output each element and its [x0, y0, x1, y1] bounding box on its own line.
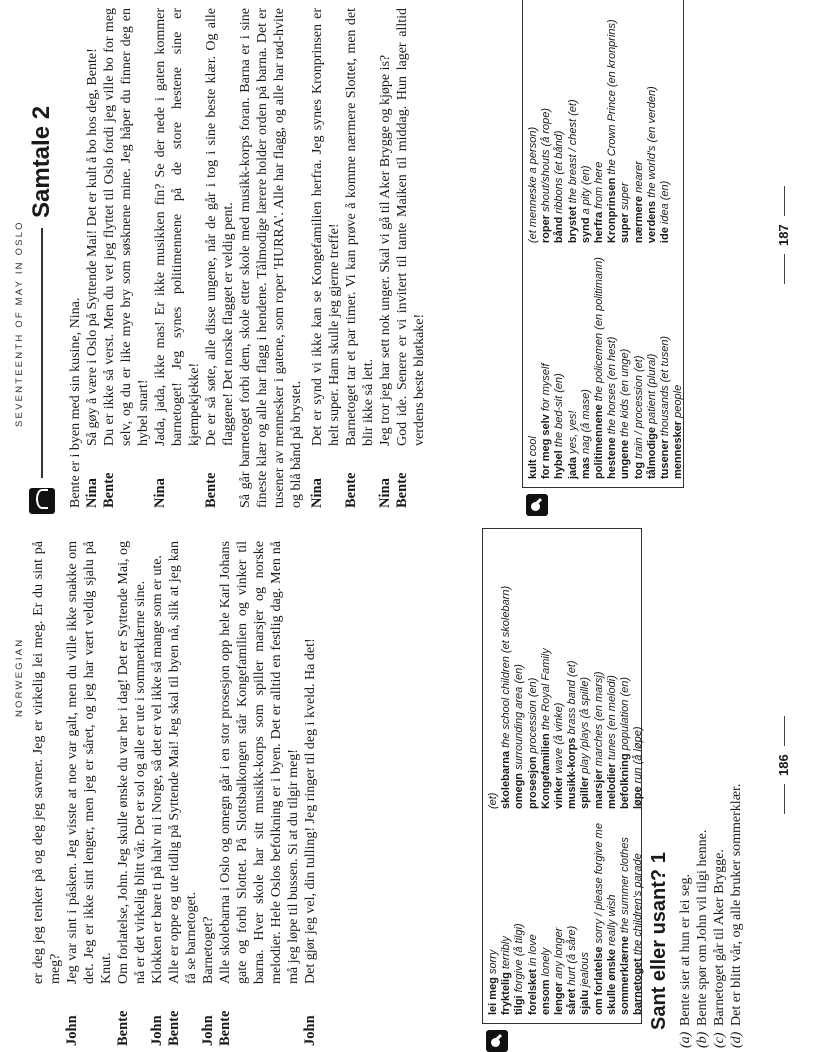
vocabulary-entry: [659, 257, 672, 479]
vocabulary-gloss: the kids (en unge): [619, 348, 632, 437]
vocabulary-column: [527, 257, 685, 479]
vocabulary-gloss: the world's (en verden): [645, 86, 658, 198]
vocabulary-entry: [553, 19, 566, 243]
vocabulary-entry: [553, 257, 566, 479]
vocabulary-gloss: procession (en): [526, 677, 539, 754]
page-187: [0, 0, 822, 522]
dialogue-turn: [217, 541, 302, 1046]
vocabulary-word: fryktelig: [500, 972, 513, 1015]
vocabulary-word: herfra: [593, 211, 606, 244]
vocabulary-entry: [619, 19, 632, 243]
vocabulary-word: politimennene: [593, 404, 606, 479]
exercise-item: [711, 548, 728, 1048]
dialogue-text: Jeg var sint i påsken. Jeg visste at noe var galt, men du ville ikke snakke om det. Jeg er ikke sint lenger, men jeg er såret, og jeg har vært veldig sjalu på Knut.: [65, 541, 114, 984]
vocabulary-entry: [487, 586, 500, 809]
page-number: 187: [776, 178, 791, 292]
vocabulary-word: barnetoget: [632, 958, 645, 1015]
vocabulary-word: tog: [632, 461, 645, 479]
vocabulary-entry: [567, 257, 580, 479]
vocabulary-gloss: terribly: [500, 936, 513, 970]
dialogue-text: Det gjør jeg vel, din tulling! Jeg ringer til deg i kveld. Ha det!: [303, 638, 318, 984]
dialogue-text: De er så søte, alle disse ungene, når de går i tog i sine beste klær. Og alle flaggene! Det norske flagget er veldig pent.: [204, 8, 236, 446]
audio-icon: [29, 488, 55, 514]
vocabulary-word: tilgi: [513, 995, 526, 1015]
vocabulary-gloss: sorry / please forgive me: [592, 823, 605, 944]
vocabulary-column: [527, 19, 679, 243]
vocabulary-gloss: hurt (å såre): [566, 925, 579, 986]
dialogue-turn: [200, 541, 217, 1046]
speaker-name: John: [64, 1015, 80, 1046]
vocabulary-word: skulle ønske: [605, 948, 618, 1015]
dialogue-turn: [166, 541, 200, 1046]
vocabulary-word: tusener: [659, 439, 672, 479]
vocabulary-gloss: ribbons (et bånd): [553, 130, 566, 214]
speaker-name: Nina: [377, 478, 393, 508]
running-head: NORWEGIAN: [14, 637, 25, 717]
vocabulary-entry: [606, 823, 619, 1015]
speaker-name: Bente: [101, 472, 117, 508]
exercise: [648, 548, 745, 1048]
vocabulary-entry: [619, 257, 632, 479]
dialogue-turn: [84, 8, 101, 508]
vocabulary-gloss: the Crown Prince (en kronprins): [606, 19, 619, 175]
vocabulary-word: nærmere: [632, 195, 645, 244]
vocabulary-gloss: the Royal Family: [539, 648, 552, 731]
vocabulary-word: spiller: [579, 776, 592, 810]
item-label: (b): [695, 1031, 710, 1048]
vocabulary-gloss: marches (en marsj): [592, 671, 605, 767]
running-head: SEVENTEENTH OF MAY IN OSLO: [14, 220, 25, 427]
narration: Så går barnetoget forbi dem, skole etter skole med musikk-korps foran. Barna er i sine fineste klær og alle har flagg i hendene. Tålmodige lærere holder orden på barna. Det er tusener av mennesker i gatene, som roper 'HURRA'. Alle har flagg, og alle har rød-hvite og blå bånd på brystet.: [238, 8, 304, 508]
section-header: [28, 106, 56, 514]
dialogue-text: Jeg tror jeg har sett nok unger. Skal vi gå til Aker Brygge og kjøpe is?: [378, 54, 393, 446]
vocabulary-gloss: tunes (en melodi): [605, 675, 618, 761]
dialogue-text: Barnetoget tar et par timer. Vi kan prøve å komme nærmere Slottet, men det blir ikke så lett.: [344, 8, 376, 446]
vocabulary-gloss: (et menneske a person): [527, 126, 539, 244]
vocabulary-gloss: super: [619, 182, 632, 211]
vocabulary-gloss: any longer: [553, 927, 566, 979]
item-text: Det er blitt vår, og alle bruker sommerklær.: [729, 783, 744, 1026]
dialogue-text: Klokken er bare ti på halv ni i Norge, så det er vel ikke så mange som er ute.: [150, 555, 165, 984]
speaker-name: Bente: [115, 1010, 131, 1046]
vocabulary-word: lenger: [553, 981, 566, 1015]
dialogue-turn: [149, 541, 166, 1046]
vocabulary-word: Kronprinsen: [606, 177, 619, 244]
vocabulary-gloss: thousands (et tusen): [659, 335, 672, 437]
dialogue-text: Alle er oppe og ute tidlig på Syttende Mai! Jeg skal til byen nå, slik at jeg kan få se barnetoget.: [167, 541, 199, 984]
vocabulary-gloss: yes, yes!: [566, 410, 579, 454]
speaker-name: Nina: [84, 478, 100, 508]
dialogue-text: God ide. Senere er vi invitert til tante Maiken til middag. Hun lager alltid verdens beste bløtkake!: [395, 8, 427, 446]
vocabulary-entry: [513, 823, 526, 1015]
vocabulary-word: for meg selv: [540, 414, 553, 479]
vocabulary-entry: [487, 823, 500, 1015]
exercise-item: [728, 548, 745, 1048]
vocabulary-word: forelsket: [526, 969, 539, 1015]
vocabulary-entry: [540, 257, 553, 479]
vocabulary-gloss: from here: [593, 161, 606, 209]
vocabulary-entry: [527, 19, 540, 243]
vocabulary-gloss: the horses (en hest): [606, 336, 619, 435]
vocabulary-entry: [606, 257, 619, 479]
dialogue-text: Så gøy å være i Oslo på Syttende Mai! Det er kult å bo hos deg, Bente!: [85, 48, 100, 446]
dialogue-turn: [64, 541, 115, 1046]
vocabulary-word: sommerklærne: [619, 936, 632, 1015]
vocabulary-column: [487, 585, 645, 810]
vocabulary-word: befolkning: [619, 753, 632, 810]
vocabulary-gloss: people: [672, 384, 685, 418]
vocabulary-entry: [580, 257, 593, 479]
item-label: (c): [712, 1032, 727, 1048]
vocabulary-word: lei meg: [487, 977, 499, 1015]
vocabulary-word: verdens: [645, 200, 658, 244]
page-number: 186: [776, 708, 791, 822]
vocabulary-entry: [553, 586, 566, 809]
vocabulary-entry: [659, 19, 672, 243]
vocabulary-word: ungene: [619, 439, 632, 479]
vocabulary-entry: [672, 257, 685, 479]
vocabulary-word: tålmodige: [645, 427, 658, 479]
speaker-name: Bente: [166, 1010, 182, 1046]
vocabulary-entry: [646, 19, 659, 243]
vocabulary-word: melodier: [605, 763, 618, 810]
vocabulary-entry: [566, 586, 579, 809]
dialogue-turn: [309, 8, 343, 508]
exercise-list: [677, 548, 745, 1048]
dialogue-text: Du er ikke så verst. Men du vet jeg flyttet til Oslo fordi jeg ville bo for meg selv, og du er like mye bry som søsknene mine. Jeg håper du finner deg en hybel snart!: [102, 8, 151, 446]
dialogue-text: Det er synd vi ikke kan se Kongefamilien herfra. Jeg synes Kronprinsen er helt super. Ham skulle jeg gjerne treffe!: [310, 8, 342, 446]
vocabulary-gloss: population (en): [619, 676, 632, 751]
vocabulary-gloss: the bed-sit (en): [553, 373, 566, 448]
vocabulary-box: [482, 528, 645, 1024]
speaker-name: Nina: [152, 478, 168, 508]
vocabulary-entry: [593, 19, 606, 243]
dialogue-turn: [394, 8, 428, 508]
dialogue-turn: [203, 8, 237, 508]
page-186: [0, 532, 822, 1052]
vocabulary-gloss: surrounding area (en): [513, 664, 526, 770]
vocabulary-word: musikk-korps: [566, 737, 579, 810]
vocabulary-entry: [619, 823, 632, 1015]
dialogue-turn: [115, 541, 149, 1046]
vocabulary-entry: [513, 586, 526, 809]
speaker-name: Bente: [394, 472, 410, 508]
vocabulary-word: om forlatelse: [592, 946, 605, 1015]
vocabulary-column: [487, 823, 645, 1015]
vocabulary-word: hybel: [553, 450, 566, 479]
vocabulary-gloss: wave (å vinke): [553, 702, 566, 774]
dialogue-text: Jada, jada, ikke mas! Er ikke musikken fin? Se der nede i gaten kommer barnetoget! Jeg synes politimennene på de store hestene sine er kjempekjekke!: [153, 8, 202, 446]
speaker-name: Bente: [217, 1010, 233, 1046]
dialogue-text: Alle skolebarna i Oslo og omegn går i en stor prosesjon opp hele Karl Johans gate og forbi Slottet. På Slottsbalkongen står Kongefamilien og vinker til barna. Hver skole har sitt musikk-korps som spiller marsjer og norske melodier. Hele Oslos befolkning er i byen. Det er alltid en festlig dag. Men nå må jeg løpe til bussen. Si at du tilgir meg!: [218, 541, 301, 984]
dialogue-turn: [30, 541, 64, 1046]
vocabulary-gloss: the school children (et skolebarn): [500, 585, 513, 748]
vocabulary-entry: [633, 19, 646, 243]
vocabulary-entry: [593, 257, 606, 479]
vocabulary-word: super: [619, 213, 632, 244]
speaker-name: John: [302, 1015, 318, 1046]
vocabulary-gloss: forgive (å tilgi): [513, 923, 526, 993]
vocabulary-entry: [540, 823, 553, 1015]
vocabulary-word: omegn: [513, 772, 526, 810]
vocabulary-word: brystet: [566, 206, 579, 244]
vocabulary-word: bånd: [553, 216, 566, 244]
item-text: Bente spør om John vil tilgi henne.: [695, 829, 710, 1026]
item-label: (a): [678, 1031, 693, 1048]
vocabulary-word: mennesker: [672, 420, 685, 479]
vocabulary-word: roper: [540, 214, 553, 244]
vocabulary-gloss: run (å løpe): [632, 726, 645, 784]
vocabulary-gloss: nag (å mase): [579, 389, 592, 454]
vocabulary-word: Kongefamilien: [539, 733, 552, 810]
item-label: (d): [729, 1031, 744, 1048]
item-text: Barnetoget går til Aker Brygge.: [712, 849, 727, 1026]
vocabulary-entry: [500, 586, 513, 809]
vocabulary-entry: [619, 586, 632, 809]
vocabulary-gloss: really wish: [605, 894, 618, 946]
vocabulary-word: jada: [566, 456, 579, 479]
vocabulary-gloss: lonely: [539, 947, 552, 977]
vocabulary-gloss: cool: [527, 436, 539, 457]
dialogue-text: er deg jeg tenker på og deg jeg savner. Jeg er virkelig lei meg. Er du sint på meg?: [31, 541, 63, 984]
vocabulary-gloss: the summer clothes: [619, 837, 632, 934]
vocabulary-entry: [540, 19, 553, 243]
vocabulary-entry: [606, 586, 619, 809]
exercise-item: [677, 548, 694, 1048]
vocabulary-gloss: shout/shouts (å rope): [540, 107, 553, 212]
vocabulary-gloss: train / procession (et): [632, 355, 645, 459]
vocabulary-entry: [632, 586, 645, 809]
vocabulary-entry: [567, 19, 580, 243]
dialogue-turn: [377, 8, 394, 508]
vocabulary-word: løpe: [632, 786, 645, 810]
vocabulary-gloss: idea (en): [659, 180, 672, 225]
divider: [41, 228, 42, 478]
vocabulary-word: prosesjon: [526, 756, 539, 810]
dialogue-turn: [101, 8, 152, 508]
vocabulary-gloss: in love: [526, 934, 539, 967]
vocabulary-box: [522, 0, 684, 488]
dialogue-text: Om forlatelse, John. Jeg skulle ønske du var her i dag! Det er Syttende Mai, og nå er det virkelig blitt vår. Det er sol og alle er ute i sommerklærne sine.: [116, 541, 148, 984]
vocabulary-gloss: the breast / chest (et): [566, 99, 579, 204]
vocabulary-entry: [527, 586, 540, 809]
vocabulary-entry: [527, 257, 540, 479]
vocabulary-entry: [500, 823, 513, 1015]
speaker-name: Bente: [343, 472, 359, 508]
vocabulary-entry: [606, 19, 619, 243]
vocabulary-word: kult: [527, 459, 539, 479]
dialogue-turn: [343, 8, 377, 508]
vocabulary-gloss: jealous: [579, 952, 592, 987]
vocabulary-entry: [579, 823, 592, 1015]
vocabulary-gloss: patient (plural): [645, 353, 658, 424]
vocabulary-entry: [633, 257, 646, 479]
vocabulary-entry: [593, 823, 606, 1015]
vocabulary-entry: [566, 823, 579, 1015]
vocabulary-gloss: for myself: [540, 363, 553, 412]
dialogue: [30, 541, 319, 1046]
speaker-name: Nina: [309, 478, 325, 508]
vocabulary-entry: [632, 823, 645, 1015]
dialogue-turn: [302, 541, 319, 1046]
vocabulary-entry: [553, 823, 566, 1015]
section-title: Samtale 2: [28, 105, 55, 218]
vocabulary-word: hestene: [606, 437, 619, 479]
vocabulary-entry: [646, 257, 659, 479]
speaker-name: Bente: [203, 472, 219, 508]
vocabulary-section: [482, 528, 645, 1052]
vocabulary-word: marsjer: [592, 769, 605, 810]
exercise-title: Sant eller usant? 1: [648, 852, 670, 1030]
dialogue-turn: [152, 8, 203, 508]
exercise-item: [694, 548, 711, 1048]
vocabulary-gloss: play /plays (å spille): [579, 676, 592, 774]
vocabulary-section: [522, 0, 684, 516]
vocabulary-word: skolebarna: [500, 750, 513, 810]
vocabulary-entry: [527, 823, 540, 1015]
vocabulary-gloss: sorry: [487, 949, 499, 975]
vocabulary-gloss: the children's parade: [632, 853, 645, 956]
intro-line: Bente er i byen med sin kusine, Nina.: [68, 297, 83, 508]
speaker-name: John: [149, 1015, 165, 1046]
vocabulary-word: vinker: [553, 776, 566, 810]
vocabulary-icon: [486, 1030, 508, 1052]
dialogue: [84, 8, 428, 508]
vocabulary-entry: [593, 586, 606, 809]
vocabulary-gloss: a pity (en): [579, 165, 592, 215]
dialogue-text: Barnetoget?: [201, 916, 216, 984]
vocabulary-gloss: (et): [487, 792, 499, 810]
vocabulary-gloss: the policemen (en politimann): [593, 257, 606, 402]
vocabulary-word: mas: [579, 456, 592, 479]
item-text: Bente sier at hun er lei seg.: [678, 873, 693, 1026]
speaker-name: John: [200, 1015, 216, 1046]
vocabulary-word: synd: [579, 217, 592, 244]
vocabulary-entry: [580, 19, 593, 243]
vocabulary-gloss: brass band (et): [566, 660, 579, 735]
vocabulary-word: ide: [659, 227, 672, 244]
vocabulary-icon: [526, 494, 548, 516]
vocabulary-entry: [579, 586, 592, 809]
vocabulary-entry: [540, 586, 553, 809]
vocabulary-word: sjalu: [579, 989, 592, 1015]
vocabulary-word: såret: [566, 988, 579, 1015]
vocabulary-word: ensom: [539, 979, 552, 1015]
vocabulary-gloss: nearer: [632, 161, 645, 193]
